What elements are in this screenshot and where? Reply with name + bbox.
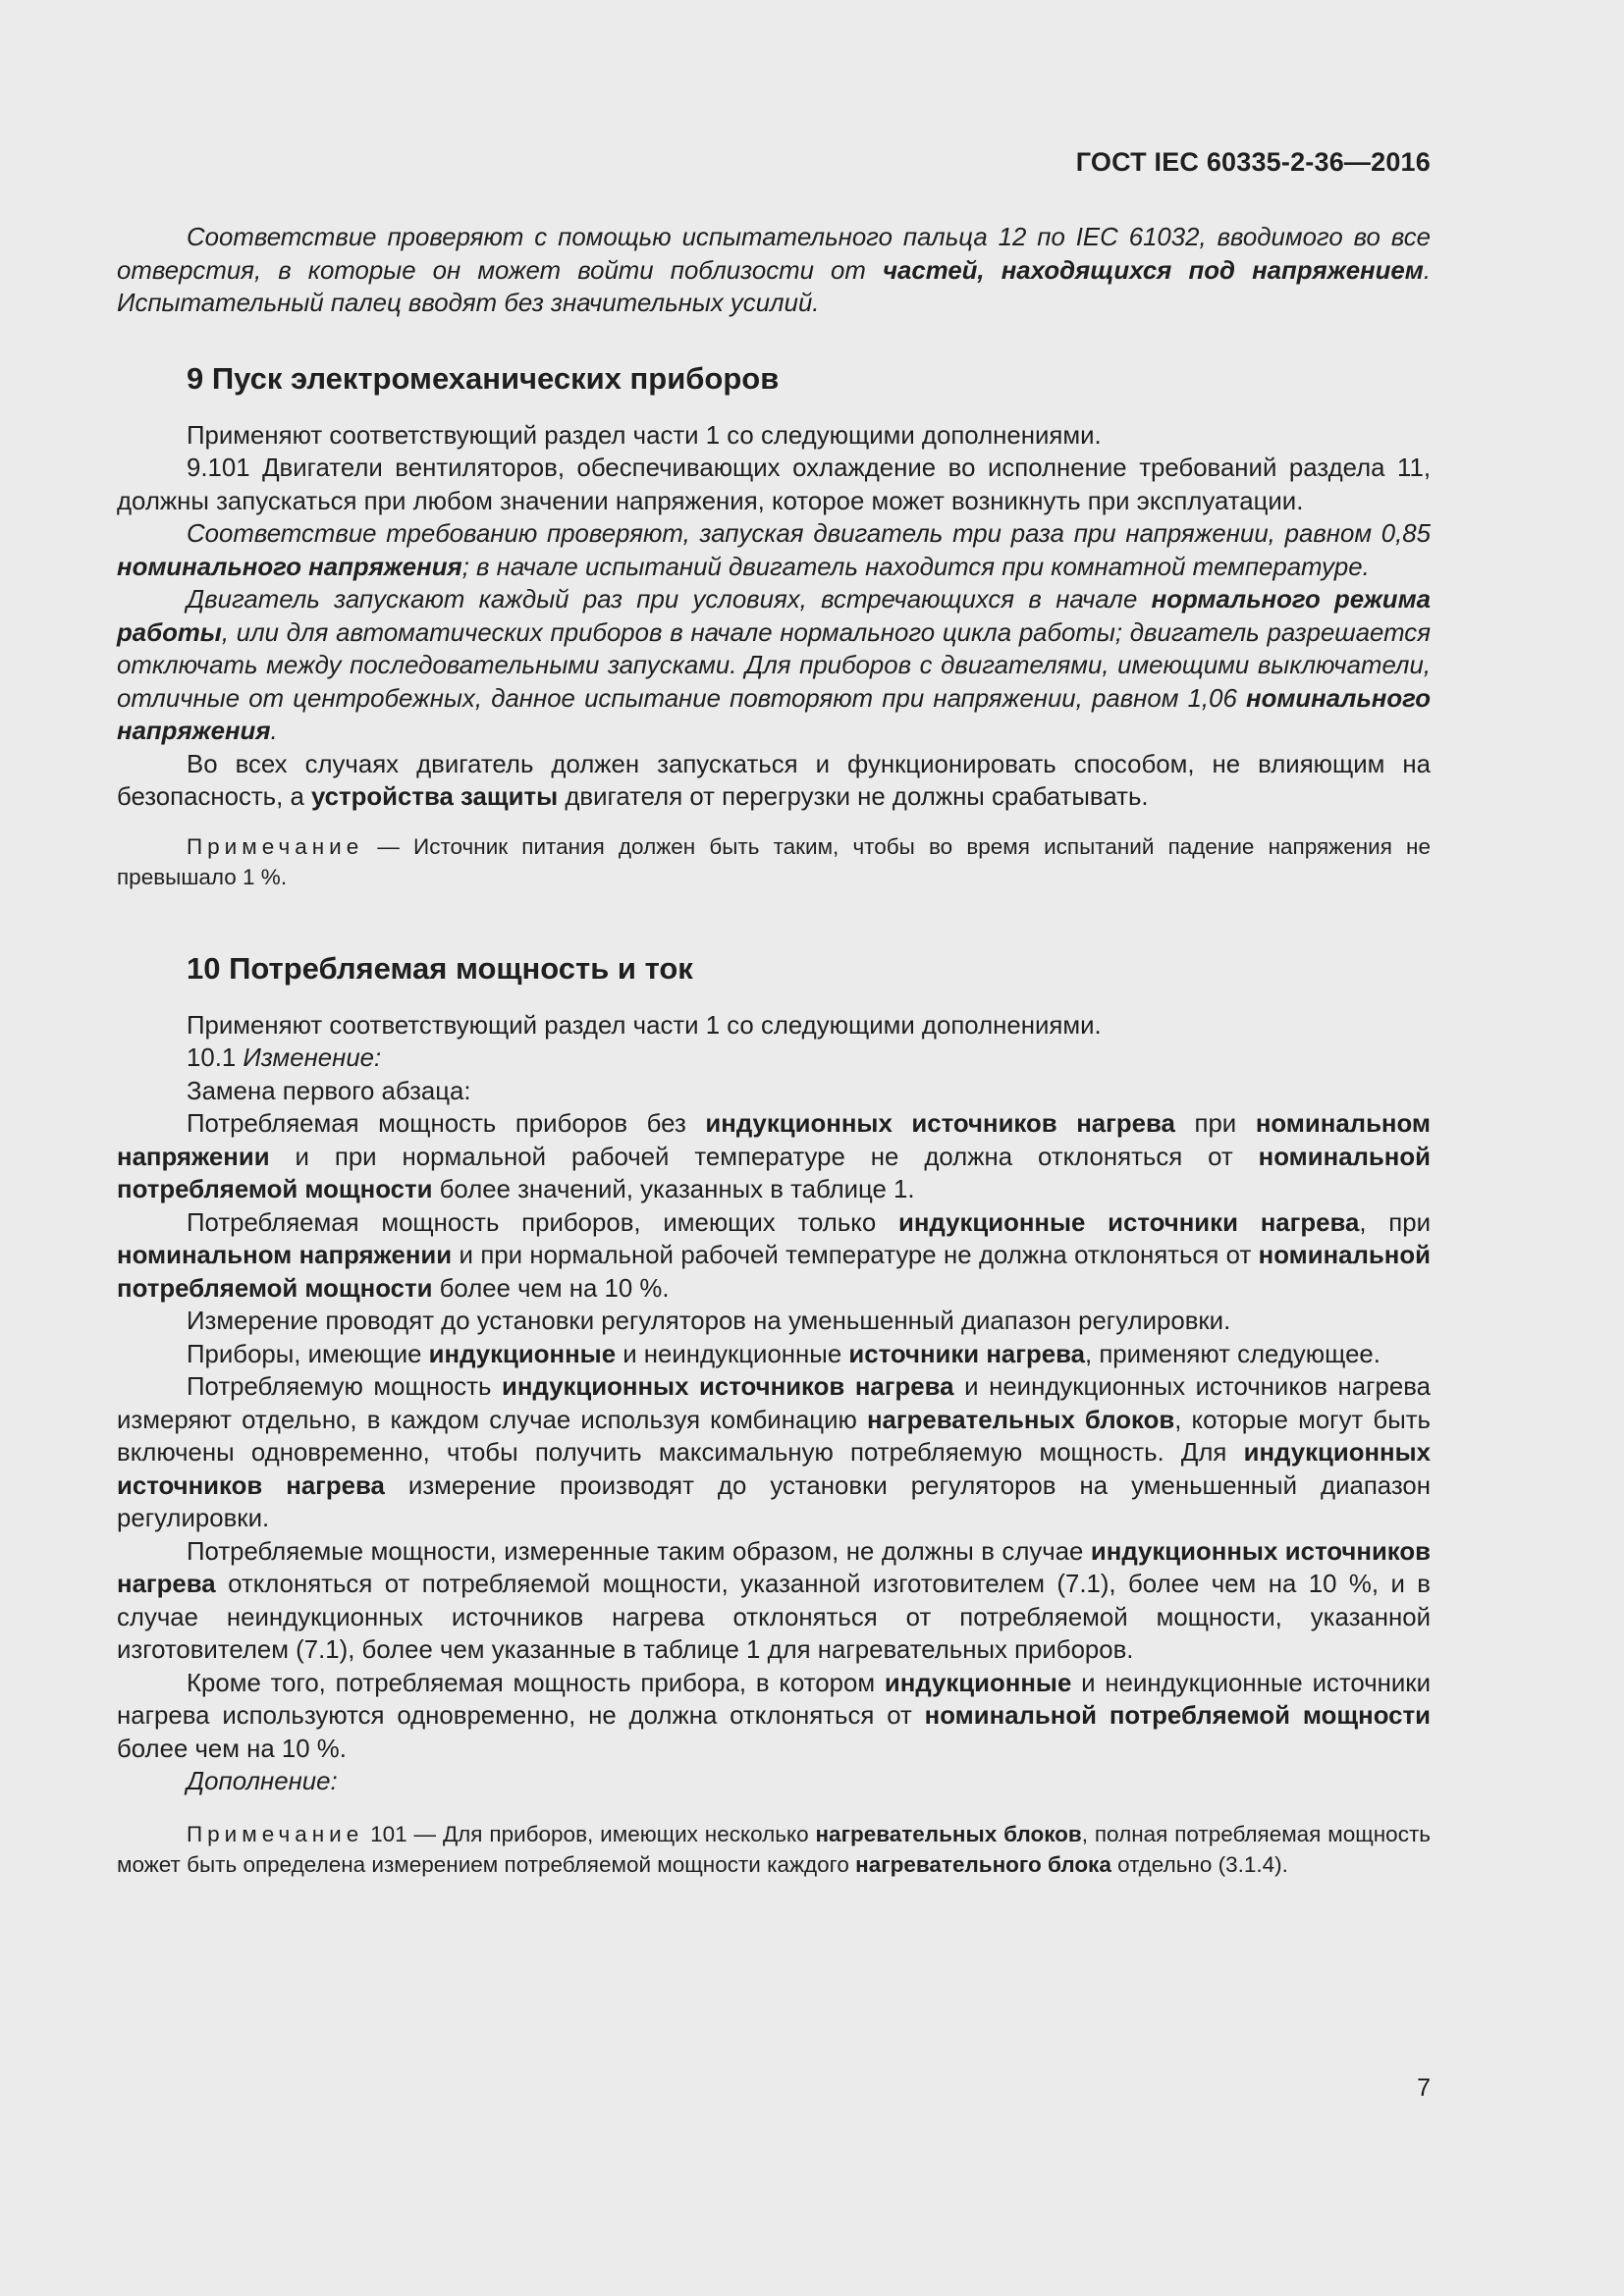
section-9-paragraph-2: 9.101 Двигатели вентиляторов, обеспечивающих охлаждение во исполнение требований раздела 11, должны запускаться при любом значении напряжения, которое может возникнуть при эксплуатации. <box>117 454 1431 515</box>
page-body <box>117 222 1431 1880</box>
section-9-paragraph-5: Во всех случаях двигатель должен запускаться и функционировать способом, не влияющим на безопасность, а устройства защиты двигателя от перегрузки не должны срабатывать. <box>117 750 1431 811</box>
section-10-paragraph-4: Потребляемая мощность приборов без индукционных источников нагрева при номинальном напряжении и при нормальной рабочей температуре не должна отклоняться от номинальной потребляемой мощности более значений, указанных в таблице 1. <box>117 1110 1432 1203</box>
section-10-paragraph-1: Применяют соответствующий раздел части 1 со следующими дополнениями. <box>187 1011 1102 1040</box>
note-label: Примечание <box>187 1821 364 1846</box>
section-10-paragraph-8: Потребляемую мощность индукционных источников нагрева и неиндукционных источников нагрева измеряют отдельно, в каждом случае используя комбинацию нагревательных блоков, которые могут быть включены одновременно, чтобы получить максимальную потребляемую мощность. Для индукционных источников нагрева измерение производят до установки регуляторов на уменьшенный диапазон регулировки. <box>117 1373 1431 1532</box>
section-10-paragraph-5: Потребляемая мощность приборов, имеющих только индукционные источники нагрева, при номинальном напряжении и при нормальной рабочей температуре не должна отклоняться от номинальной потребляемой мощности более чем на 10 %. <box>117 1208 1431 1303</box>
section-9-paragraph-1: Применяют соответствующий раздел части 1 со следующими дополнениями. <box>187 421 1102 450</box>
section-9-note: Примечание — Источник питания должен быть таким, чтобы во время испытаний падение напряжения не превышало 1 %. <box>117 833 1431 889</box>
section-10-paragraph-6: Измерение проводят до установки регуляторов на уменьшенный диапазон регулировки. <box>187 1308 1231 1335</box>
section-10-paragraph-7: Приборы, имеющие индукционные и неиндукционные источники нагрева, применяют следующее. <box>187 1340 1380 1368</box>
section-10-paragraph-2: 10.1 Изменение: <box>187 1044 382 1072</box>
section-10-paragraph-3: Замена первого абзаца: <box>187 1077 471 1105</box>
document-code-header: ГОСТ IEC 60335-2-36—2016 <box>1075 147 1431 177</box>
page-number: 7 <box>1417 2074 1431 2102</box>
term-live-parts: частей, находящихся под напряжением <box>883 256 1424 285</box>
section-9-paragraph-4: Двигатель запускают каждый раз при условиях, встречающихся в начале нормального режима работы, или для автоматических приборов в начале нормального цикла работы; двигатель разрешается отключать между последовательными запусками. Для приборов с двигателями, имеющими выключатели, отличные от центробежных, данное испытание повторяют при напряжении, равном 1,06 номинального напряжения. <box>117 586 1431 745</box>
section-10-paragraph-9: Потребляемые мощности, измеренные таким образом, не должны в случае индукционных источников нагрева отклоняться от потребляемой мощности, указанной изготовителем (7.1), более чем на 10 %, и в случае неиндукционных источников нагрева отклоняться от потребляемой мощности, указанной изготовителем (7.1), более чем указанные в таблице 1 для нагревательных приборов. <box>117 1537 1431 1664</box>
section-10-paragraph-10: Кроме того, потребляемая мощность прибора, в котором индукционные и неиндукционные источники нагрева используются одновременно, не должна отклоняться от номинальной потребляемой мощности более чем на 10 %. <box>117 1669 1431 1763</box>
section-10-paragraph-11: Дополнение: <box>187 1768 338 1795</box>
intro-paragraph: Соответствие проверяют с помощью испытательного пальца 12 по IEC 61032, вводимого во все отверстия, в которые он может войти поблизости от частей, находящихся под напряжением. Испытательный палец вводят без значительных усилий. <box>117 224 1431 317</box>
section-9-paragraph-3: Соответствие требованию проверяют, запуская двигатель три раза при напряжении, равном 0,85 номинального напряжения; в начале испытаний двигатель находится при комнатной температуре. <box>117 520 1431 581</box>
section-10-heading: 10 Потребляемая мощность и ток <box>187 950 693 986</box>
section-9-heading: 9 Пуск электромеханических приборов <box>187 360 780 396</box>
note-label: Примечание <box>187 833 364 859</box>
section-10-note: Примечание 101 — Для приборов, имеющих несколько нагревательных блоков, полная потребляемая мощность может быть определена измерением потребляемой мощности каждого нагревательного блока отдельно (3.1.4). <box>117 1821 1431 1877</box>
